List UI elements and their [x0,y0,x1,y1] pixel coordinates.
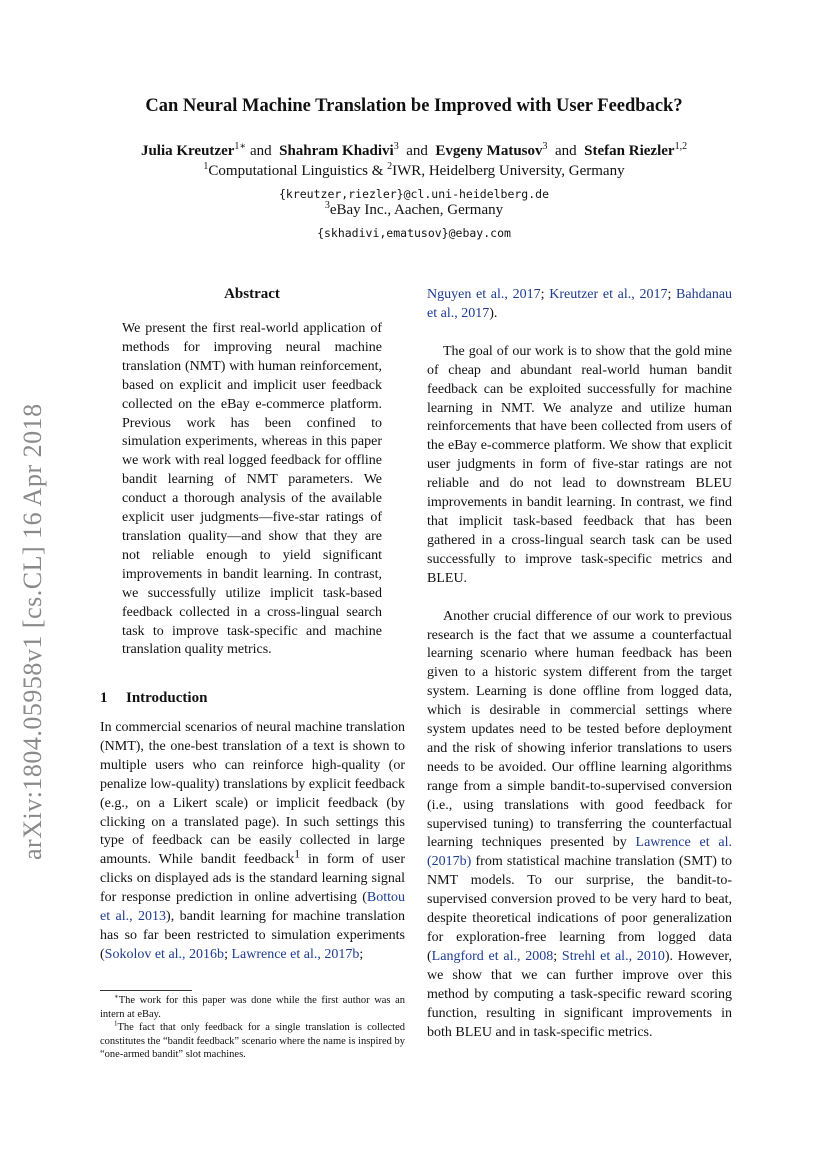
author-email: {skhadivi,ematusov}@ebay.com [317,226,511,240]
paper-title: Can Neural Machine Translation be Improved with User Feedback? [145,96,683,116]
author-name: Shahram Khadivi [279,143,394,159]
intro-text: ), bandit learning for machine translation has so far been restricted to simulation experiments ( [100,909,405,962]
right-column-body [427,286,732,1061]
affiliation-text: Computational Linguistics & [208,163,388,179]
citation-link[interactable]: Bahdanau et al., 2017 [427,287,733,321]
author-separator: and [249,143,272,159]
intro-text: ; [667,287,677,302]
intro-text: in form of user clicks on displayed ads is the standard learning signal for response prediction in online advertising ( [100,852,405,906]
arxiv-identifier: arXiv:1804.05958v1 [cs.CL] 16 Apr 2018 [18,403,47,860]
intro-text: In commercial scenarios of neural machine translation (NMT), the one-best translation of a text is shown to multiple users who can reinforce high-quality (or penalize low-quality) translations by explicit feedback (e.g., on a Likert scale) or implicit feedback (by clicking on a translated page). In such settings this type of feedback can be easily collected in large amounts. While bandit feedback [100,720,405,868]
section-number: 1 [100,690,108,706]
author-name: Julia Kreutzer [140,143,235,159]
citation-link[interactable]: Langford et al., 2008 [431,948,554,964]
intro-text: ; [359,946,364,962]
intro-text: ; [553,948,562,964]
footnote-mark: 1 [294,847,301,861]
introduction-body [100,719,405,965]
citation-link[interactable]: Lawrence et al., 2017b [231,946,360,962]
footnote-mark: ∗ [114,992,119,1001]
author-affiliation-mark: 3 [393,141,399,152]
intro-paragraph [100,719,405,965]
affiliation-line [0,202,828,219]
affiliation-text: IWR, Heidelberg University, Germany [392,163,625,179]
intro-text: ). [489,305,498,321]
affiliation-mark: 3 [324,200,330,211]
intro-text: ; [224,946,232,962]
citation-link[interactable]: Lawrence et al. (2017b) [427,835,732,870]
author-separator: and [555,143,577,159]
intro-paragraph [427,286,732,324]
intro-paragraph [427,608,732,1043]
abstract-heading: Abstract [224,286,280,302]
author-affiliation-mark: 3 [542,141,548,152]
author-affiliation-mark: 1∗ [234,141,247,152]
citation-link[interactable]: Kreutzer et al., 2017 [549,287,668,302]
author-list [0,143,828,160]
footnote [100,1021,405,1062]
footnote-divider [100,990,192,991]
section-title: Introduction [126,690,208,706]
affiliation-text: eBay Inc., Aachen, Germany [329,202,504,218]
citation-link[interactable]: Nguyen et al., 2017 [427,287,541,302]
affiliation-line [0,163,828,180]
affiliation-mark: 1 [203,161,209,172]
author-separator: and [406,143,428,159]
citation-link[interactable]: Strehl et al., 2010 [561,948,665,964]
abstract-paragraph: We present the first real-world application of methods for improving neural machine translation (NMT) with human reinforcement, based on explicit and implicit user feedback collected on the eBay e-commerce platform. Previous work has been confined to simulation experiments, whereas in this paper we work with real logged feedback for offline bandit learning of NMT parameters. We conduct a thorough analysis of the available explicit user judgments—five-star ratings of translation quality—and show that they are not reliable enough to yield significant improvements in bandit learning. In contrast, we successfully utilize implicit task-based feedback collected in a cross-lingual search task to improve task-specific and machine translation quality metrics. [122,321,382,658]
footnote-text: The fact that only feedback for a single translation is collected constitutes the “bandit feedback” scenario where the name is inspired by “one-armed bandit” slot machines. [100,1022,405,1061]
author-affiliation-mark: 1,2 [674,141,688,152]
footnote [100,994,405,1021]
author-name: Evgeny Matusov [435,143,543,159]
section-heading [100,690,207,707]
citation-link[interactable]: Sokolov et al., 2016b [104,946,225,962]
author-name: Stefan Riezler [584,143,675,159]
footnote-mark: 1 [114,1019,118,1028]
intro-text: Another crucial difference of our work to previous research is the fact that we assume a counterfactual learning scenario where human feedback has been given to a historic system different from the target system. Learning is done offline from logged data, which is desirable in commercial settings where system updates need to be tested before deployment and the risk of showing inferior translations to users needs to be avoided. Our offline learning algorithms range from a simple bandit-to-supervised conversion (i.e., using translations with good feedback for supervised tuning) to transferring the counterfactual learning techniques presented by [427,608,732,851]
intro-paragraph: The goal of our work is to show that the gold mine of cheap and abundant real-world human bandit feedback can be exploited successfully for machine learning in NMT. We analyze and utilize human reinforcements that have been collected from users of the eBay e-commerce platform. We show that explicit user judgments in form of five-star ratings are not reliable and do not lead to downstream BLEU improvements in bandit learning. In contrast, we find that implicit task-based feedback that has been gathered in a cross-lingual search task can be used successfully to improve task-specific metrics and BLEU. [427,343,732,586]
intro-text: from statistical machine translation (SMT) to NMT models. To our surprise, the bandit-to-supervised conversion proved to be very hard to beat, despite theoretical indications of poor generalization for exploration-free learning from logged data ( [427,854,732,964]
author-email: {kreutzer,riezler}@cl.uni-heidelberg.de [278,187,550,201]
footnote-text: The work for this paper was done while the first author was an intern at eBay. [100,995,405,1020]
abstract-body [122,320,382,660]
affiliation-mark: 2 [387,161,393,172]
intro-text: ; [540,287,550,302]
citation-link[interactable]: Bottou et al., 2013 [100,890,405,925]
intro-text: ). However, we show that we can further improve over this method by computing a task-specific reward scoring function, resulting in significant improvements in both BLEU and in task-specific metrics. [427,948,732,1040]
